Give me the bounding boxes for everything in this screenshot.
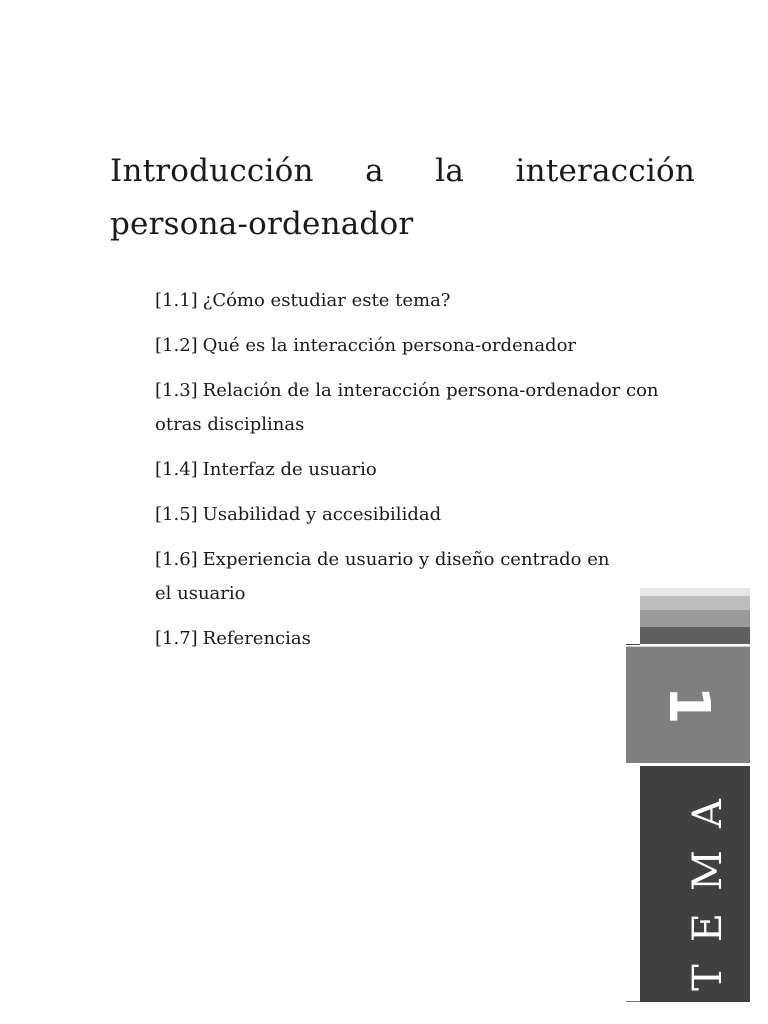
tab-stripe bbox=[640, 627, 750, 644]
toc-item-text: Qué es la interacción persona-ordenador bbox=[202, 335, 577, 356]
toc-item-text: Interfaz de usuario bbox=[202, 459, 377, 480]
tab-stripe bbox=[640, 596, 750, 610]
toc-item-number: [1.2] bbox=[155, 335, 198, 356]
toc-item bbox=[155, 498, 715, 532]
toc-item-number: [1.7] bbox=[155, 628, 198, 649]
page-title: Introducción a la interacción persona-ordenador bbox=[110, 153, 695, 242]
toc-item-text: Referencias bbox=[202, 628, 311, 649]
chapter-label-box bbox=[640, 766, 750, 1002]
toc-item bbox=[155, 284, 715, 318]
tab-stripe bbox=[640, 588, 750, 596]
chapter-number-box bbox=[626, 646, 750, 763]
toc-item bbox=[155, 329, 715, 363]
toc-item-text: ¿Cómo estudiar este tema? bbox=[202, 290, 451, 311]
toc-item bbox=[155, 453, 715, 487]
chapter-number: 1 bbox=[656, 685, 721, 725]
chapter-tab bbox=[626, 588, 750, 1002]
toc-item-number: [1.6] bbox=[155, 549, 198, 570]
toc-item bbox=[155, 374, 710, 442]
toc-item-number: [1.5] bbox=[155, 504, 198, 525]
toc-item-text: Relación de la interacción persona-ordenador con otras disciplinas bbox=[155, 380, 659, 435]
toc-item-number: [1.3] bbox=[155, 380, 198, 401]
toc-item-number: [1.1] bbox=[155, 290, 198, 311]
toc-item bbox=[155, 543, 615, 611]
divider bbox=[626, 1001, 640, 1002]
chapter-label: TEMA bbox=[685, 777, 731, 991]
tab-stripe bbox=[640, 610, 750, 627]
toc-item-number: [1.4] bbox=[155, 459, 198, 480]
toc-item-text: Experiencia de usuario y diseño centrado en el usuario bbox=[155, 549, 610, 604]
divider bbox=[626, 644, 640, 645]
toc-item-text: Usabilidad y accesibilidad bbox=[202, 504, 442, 525]
